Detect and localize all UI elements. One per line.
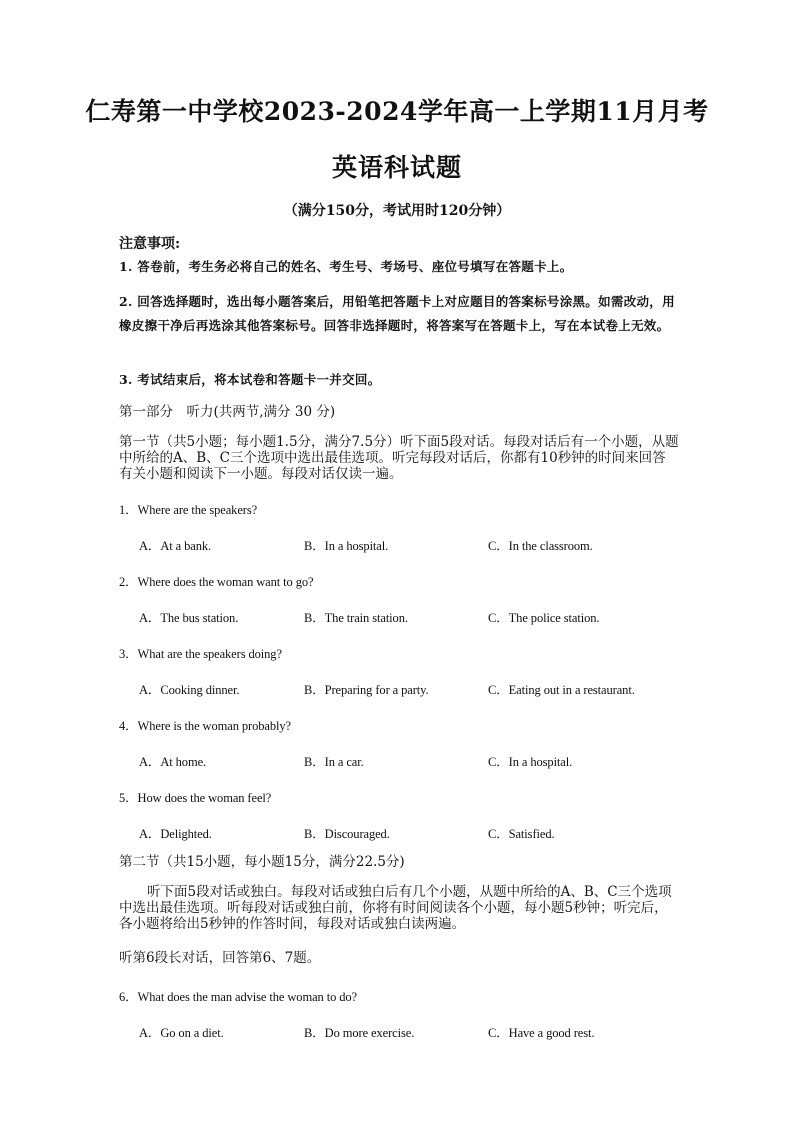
question-2-option-b: B．The train station. [304, 611, 408, 625]
section2-heading: 第二节（共15小题，每小题15分，满分22.5分) [119, 854, 405, 870]
notice-item-3: 3. 考试结束后，将本试卷和答题卡一并交回。 [119, 372, 381, 387]
question-1-option-c: C．In the classroom. [488, 539, 593, 553]
exam-score-time: （满分150分，考试用时120分钟） [283, 203, 511, 219]
question-5-option-b: B．Discouraged. [304, 827, 390, 841]
dialogue-6-lead: 听第6段长对话，回答第6、7题。 [119, 950, 321, 966]
question-2-option-c: C．The police station. [488, 611, 600, 625]
question-5-option-a: A．Delighted. [139, 827, 212, 841]
notice-heading: 注意事项: [119, 236, 181, 252]
question-6-option-c: C．Have a good rest. [488, 1026, 595, 1040]
question-3-option-c: C．Eating out in a restaurant. [488, 683, 635, 697]
question-2-option-a: A．The bus station. [139, 611, 239, 625]
question-3-option-a: A．Cooking dinner. [139, 683, 240, 697]
subject-title: 英语科试题 [331, 153, 462, 182]
question-1-stem: 1．Where are the speakers? [119, 503, 258, 517]
notice-item-2: 2. 回答选择题时，选出每小题答案后，用铅笔把答题卡上对应题目的答案标号涂黑。如需改动，用橡皮擦干净后再选涂其他答案标号。回答非选择题时，将答案写在答题卡上，写在本试卷上无效。 [119, 294, 675, 333]
question-4-option-b: B．In a car. [304, 755, 364, 769]
notice-item-1: 1. 答卷前，考生务必将自己的姓名、考生号、考场号、座位号填写在答题卡上。 [119, 259, 573, 274]
question-3-stem: 3．What are the speakers doing? [119, 647, 282, 661]
question-3-option-b: B．Preparing for a party. [304, 683, 429, 697]
question-4-option-c: C．In a hospital. [488, 755, 573, 769]
question-2-stem: 2．Where does the woman want to go? [119, 575, 314, 589]
question-1-option-b: B．In a hospital. [304, 539, 389, 553]
exam-title: 仁寿第一中学校2023-2024学年高一上学期11月月考 [85, 97, 709, 126]
section1-instructions: 第一节（共5小题；每小题1.5分，满分7.5分）听下面5段对话。每段对话后有一个小题，从题中所给的A、B、C三个选项中选出最佳选项。听完每段对话后，你都有10秒钟的时间来回答有关小题和阅读下一小题。每段对话仅读一遍。 [119, 434, 679, 482]
question-6-option-b: B．Do more exercise. [304, 1026, 415, 1040]
question-4-stem: 4．Where is the woman probably? [119, 719, 291, 733]
question-1-option-a: A．At a bank. [139, 539, 212, 553]
question-6-stem: 6．What does the man advise the woman to do? [119, 990, 357, 1004]
question-6-option-a: A．Go on a diet. [139, 1026, 224, 1040]
question-5-stem: 5．How does the woman feel? [119, 791, 272, 805]
question-4-option-a: A．At home. [139, 755, 207, 769]
part1-heading: 第一部分 听力(共两节,满分 30 分) [119, 404, 336, 420]
section2-instructions: 听下面5段对话或独白。每段对话或独白后有几个小题，从题中所给的A、B、C三个选项中选出最佳选项。听每段对话或独白前，你将有时间阅读各个小题，每小题5秒钟；听完后，各小题将给出5秒钟的作答时间，每段对话或独白读两遍。 [119, 884, 672, 932]
question-5-option-c: C．Satisfied. [488, 827, 555, 841]
